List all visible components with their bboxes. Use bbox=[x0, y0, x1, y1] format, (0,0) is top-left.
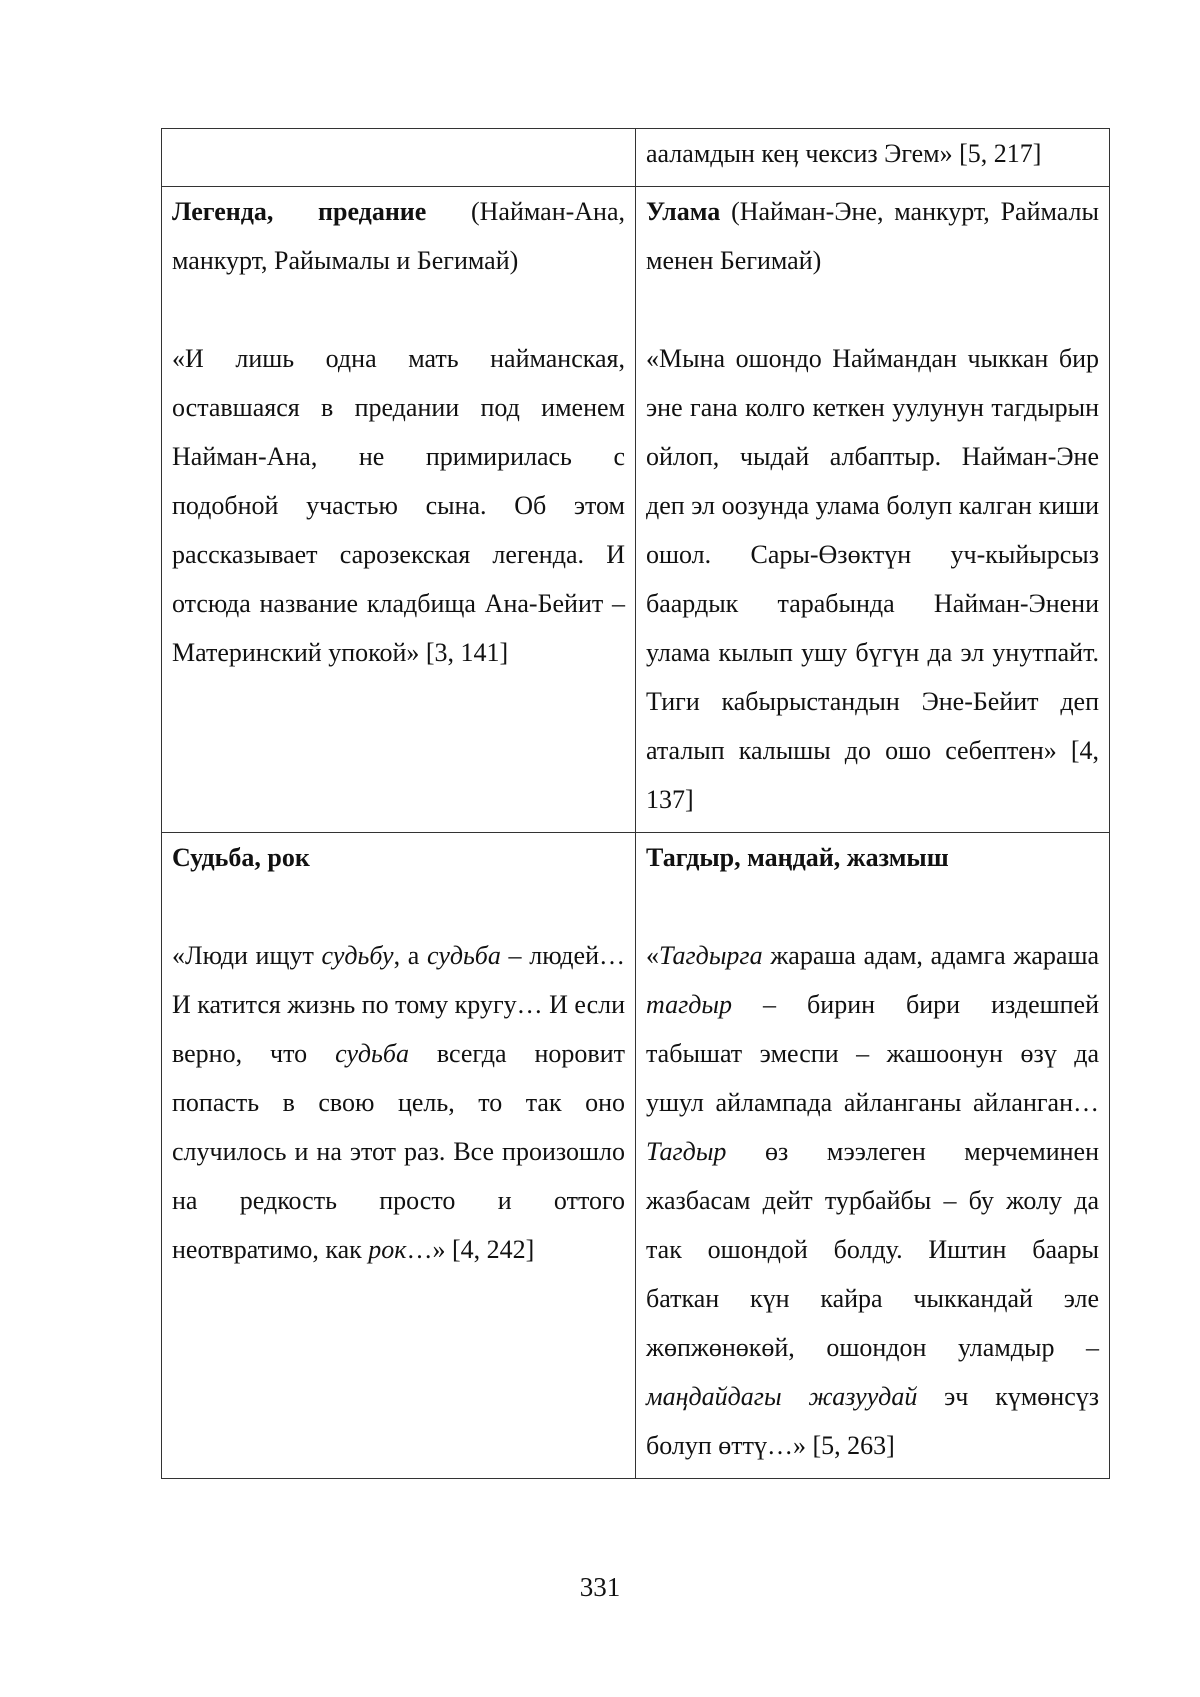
quote-fragment: …» [4, 242] bbox=[406, 1235, 535, 1264]
term-note: (Найман-Эне, манкурт, Раймалы менен Бегимай) bbox=[646, 197, 1099, 275]
table-cell-empty bbox=[162, 129, 636, 187]
table-row bbox=[162, 833, 1110, 1479]
quote-fragment: эч күмөнсүз болуп өттү…» [5, 263] bbox=[646, 1382, 1099, 1460]
quote-fragment: – людей… И катится жизнь по тому кругу… И если верно, что bbox=[172, 941, 625, 1068]
term-line bbox=[646, 187, 1099, 285]
quote-emphasis: судьба bbox=[335, 1039, 409, 1068]
quote-fragment: всегда норовит попасть в свою цель, то так оно случилось и на этот раз. Все произошло на редкость просто и оттого неотвратимо, как bbox=[172, 1039, 625, 1264]
comparison-table bbox=[161, 128, 1110, 1479]
continued-quote-text: ааламдын кеӊ чексиз Эгем» [5, 217] bbox=[646, 139, 1042, 168]
table-cell-russian bbox=[162, 187, 636, 833]
table-cell-continuation bbox=[636, 129, 1110, 187]
table-row bbox=[162, 129, 1110, 187]
term-line bbox=[172, 187, 625, 285]
term-heading: Легенда, предание bbox=[172, 197, 427, 226]
page-number: 331 bbox=[579, 1572, 621, 1602]
table-row bbox=[162, 187, 1110, 833]
quote-fragment: жараша адам, адамга жараша bbox=[762, 941, 1099, 970]
table-cell-kyrgyz bbox=[636, 187, 1110, 833]
quote-fragment: «Люди ищут bbox=[172, 941, 322, 970]
term-note: (Найман-Ана, манкурт, Райымалы и Бегимай) bbox=[172, 197, 625, 275]
quote-emphasis: Тагдырга bbox=[659, 941, 763, 970]
quote-text bbox=[646, 931, 1099, 1470]
term-heading: Судьба, рок bbox=[172, 843, 310, 872]
quote-fragment: өз мээлеген мерчеминен жазбасам дейт турбайбы – бу жолу да так ошондой болду. Иштин баары баткан күн кайра чыккандай эле жөпжөнөкөй, ошондон уламдыр – bbox=[646, 1137, 1099, 1362]
quote-emphasis: тагдыр bbox=[646, 990, 732, 1019]
table-cell-kyrgyz bbox=[636, 833, 1110, 1479]
quote-fragment: – бирин бири издешпей табышат эмеспи – жашоонун өзү да ушул айлампада айланганы айланган… bbox=[646, 990, 1099, 1117]
quote-fragment: « bbox=[646, 941, 659, 970]
term-heading: Улама bbox=[646, 197, 721, 226]
quote-emphasis: судьба bbox=[427, 941, 501, 970]
quote-text: «Мына ошондо Наймандан чыккан бир эне гана колго кеткен уулунун тагдырын ойлоп, чыдай албаптыр. Найман-Эне деп эл оозунда улама болуп калган киши ошол. Сары-Өзөктүн уч-кыйырсыз баардык тарабында Найман-Энени улама кылып ушу бүгүн да эл унутпайт. Тиги кабырыстандын Эне-Бейит деп аталып калышы до ошо себептен» [4, 137] bbox=[646, 344, 1099, 814]
term-heading: Тагдыр, маңдай, жазмыш bbox=[646, 843, 949, 872]
table-cell-russian bbox=[162, 833, 636, 1479]
quote-emphasis: рок bbox=[368, 1235, 407, 1264]
quote-emphasis: Тагдыр bbox=[646, 1137, 727, 1166]
quote-emphasis: маңдайдагы жазуудай bbox=[646, 1382, 918, 1411]
quote-fragment: , а bbox=[393, 941, 427, 970]
quote-text bbox=[172, 931, 625, 1274]
quote-text: «И лишь одна мать найманская, оставшаяся в предании под именем Найман-Ана, не примирилась с подобной участью сына. Об этом рассказывает сарозекская легенда. И отсюда название кладбища Ана-Бейит – Материнский упокой» [3, 141] bbox=[172, 344, 625, 667]
quote-emphasis: судьбу bbox=[321, 941, 394, 970]
